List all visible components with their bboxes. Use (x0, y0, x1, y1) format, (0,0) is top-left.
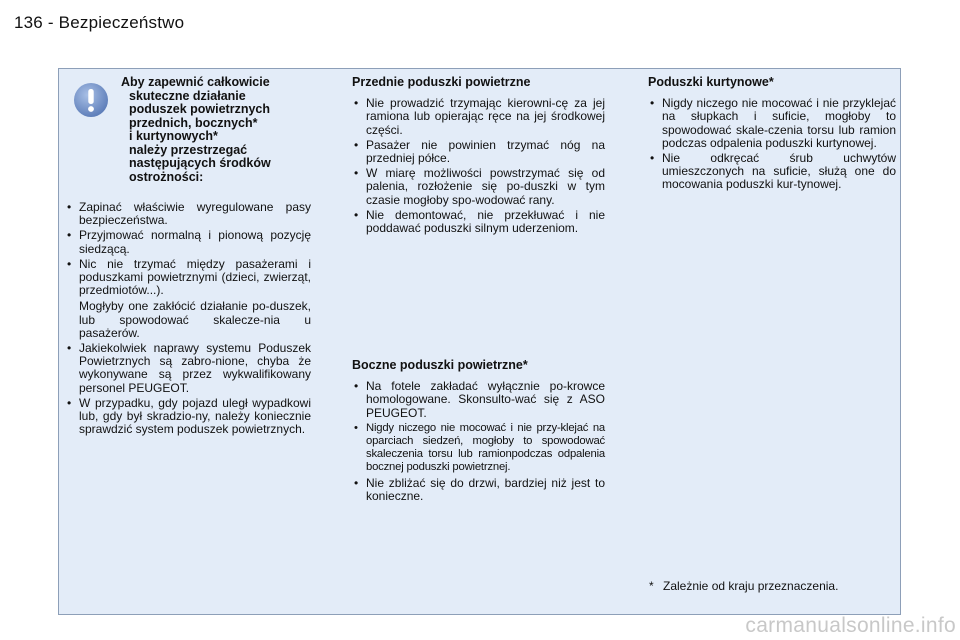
list-item (65, 397, 311, 437)
list-item (352, 209, 605, 235)
list-item (65, 342, 311, 395)
list-item (65, 258, 311, 340)
list-item (352, 380, 605, 420)
intro-heading (121, 76, 311, 184)
section-title: Poduszki kurtynowe* (648, 75, 774, 89)
footnote-text: Zależnie od kraju przeznaczenia. (663, 579, 839, 593)
curtain-airbags-list (648, 97, 896, 191)
list-item-text: Pasażer nie powinien trzymać nóg na przedniej półce. (366, 137, 605, 166)
list-item-text: Nigdy niczego nie mocować i nie przy-klejać na oparciach siedzeń, mogłoby to spowodować skaleczenia torsu lub ramionpodczas odpalenia bocznej poduszki powietrznej. (366, 421, 605, 474)
front-airbags-section (352, 76, 605, 237)
list-item-text: Nie odkręcać śrub uchwytów umieszczonych na suficie, służą one do mocowania poduszki kur-tynowej. (662, 151, 896, 192)
intro-heading-line: Aby zapewnić całkowicie (121, 75, 270, 89)
intro-heading-line: przednich, bocznych* (129, 115, 258, 130)
intro-heading-line: i kurtynowych* (129, 129, 218, 143)
intro-heading-line: ostrożności: (129, 169, 204, 184)
intro-heading-line: należy przestrzegać (129, 142, 248, 157)
intro-list-column (65, 201, 311, 438)
list-item (352, 139, 605, 165)
list-item (648, 152, 896, 192)
curtain-airbags-section (648, 76, 896, 194)
side-airbags-list (352, 380, 605, 503)
list-item (352, 167, 605, 207)
list-item-text: Przyjmować normalną i pionową pozycję siedzącą. (79, 228, 311, 256)
list-item-text: W miarę możliwości powstrzymać się od palenia, rozłożenie się po-duszki w tym czasie mogłoby spo-wodować rany. (366, 166, 605, 207)
list-item-text: Zapinać właściwie wyregulowane pasy bezpieczeństwa. (79, 200, 311, 228)
list-item-text: Jakiekolwiek naprawy systemu Poduszek Powietrznych są zabro-nione, chyba że wykonywane są przez wykwalifikowany personel PEUGEOT. (79, 341, 311, 395)
list-item (648, 97, 896, 150)
front-airbags-list (352, 97, 605, 235)
list-item-text: W przypadku, gdy pojazd uległ wypadkowi lub, gdy był skradzio-ny, należy koniecznie sprawdzić system poduszek powietrznych. (79, 395, 311, 437)
list-item (352, 422, 605, 475)
intro-heading-line: poduszek powietrznych (129, 102, 270, 116)
list-item-text: Na fotele zakładać wyłącznie po-krowce homologowane. Skonsulto-wać się z ASO PEUGEOT. (366, 379, 605, 420)
section-title: Przednie poduszki powietrzne (352, 75, 531, 89)
list-item-text: Nie zbliżać się do drzwi, bardziej niż jest to konieczne. (366, 475, 605, 503)
list-item-text: Nie prowadzić trzymając kierowni-cę za jej ramiona lub opierając ręce na jej środkowej części. (366, 96, 605, 137)
list-item-text: Nigdy niczego nie mocować i nie przyklejać na słupkach i suficie, mogłoby to spowodować skale-czenia torsu lub ramion podczas odpalenia poduszki kurtynowej. (662, 96, 896, 150)
list-item (352, 477, 605, 503)
list-item-continuation: Mogłyby one zakłócić działanie po-duszek, lub spowodować skalecze-nia u pasażerów. (79, 299, 311, 340)
watermark-text: carmanualsonline.info (745, 614, 956, 637)
list-item-text: Nie demontować, nie przekłuwać i nie poddawać poduszki silnym uderzeniom. (366, 207, 605, 236)
side-airbags-section (352, 359, 605, 505)
page-title: 136 - Bezpieczeństwo (14, 13, 185, 32)
intro-heading-line: skuteczne działanie (129, 88, 246, 103)
intro-precautions-list (65, 201, 311, 436)
section-title: Boczne poduszki powietrzne* (352, 358, 528, 372)
intro-heading-line: następujących środków (129, 156, 271, 170)
list-item (352, 97, 605, 137)
exclamation-circle-icon (73, 82, 109, 118)
list-item (65, 201, 311, 227)
list-item-text: Nic nie trzymać między pasażerami i poduszkami powietrznymi (dzieci, zwierząt, przedmiotów...). (79, 256, 311, 298)
list-item (65, 229, 311, 255)
safety-info-panel (58, 68, 901, 615)
footnote (649, 579, 894, 593)
footnote-marker: * (649, 579, 654, 593)
